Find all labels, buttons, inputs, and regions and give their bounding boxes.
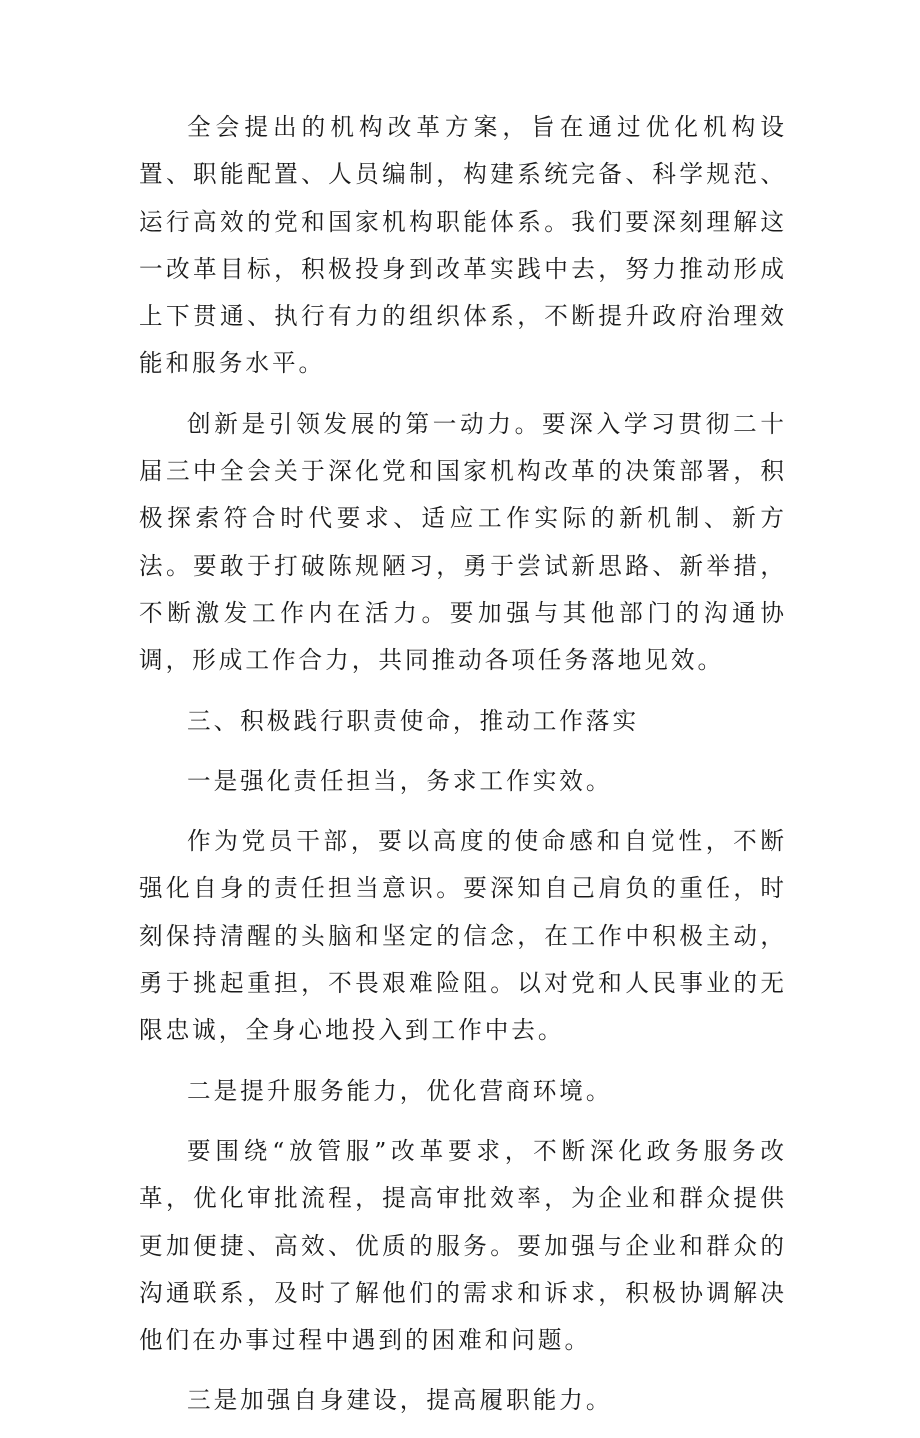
subheading-two: 二是提升服务能力，优化营商环境。 xyxy=(187,1076,613,1105)
paragraph-service: 要围绕“放管服”改革要求，不断深化政务服务改革，优化审批流程，提高审批效率，为企业和群众提供更加便捷、高效、优质的服务。要加强与企业和群众的沟通联系，及时了解他们的需求和诉求，积极协调解决他们在办事过程中遇到的困难和问题。 xyxy=(139,1136,787,1355)
paragraph-reform-plan: 全会提出的机构改革方案，旨在通过优化机构设置、职能配置、人员编制，构建系统完备、科学规范、运行高效的党和国家机构职能体系。我们要深刻理解这一改革目标，积极投身到改革实践中去，努力推动形成上下贯通、执行有力的组织体系，不断提升政府治理效能和服务水平。 xyxy=(139,113,787,378)
document-body xyxy=(139,104,787,1438)
paragraph-responsibility: 作为党员干部，要以高度的使命感和自觉性，不断强化自身的责任担当意识。要深知自己肩负的重任，时刻保持清醒的头脑和坚定的信念，在工作中积极主动，勇于挑起重担，不畏艰难险阻。以对党和人民事业的无限忠诚，全身心地投入到工作中去。 xyxy=(139,827,787,1045)
section-heading-three: 三、积极践行职责使命，推动工作落实 xyxy=(187,706,640,735)
paragraph-innovation: 创新是引领发展的第一动力。要深入学习贯彻二十届三中全会关于深化党和国家机构改革的决策部署，积极探索符合时代要求、适应工作实际的新机制、新方法。要敢于打破陈规陋习，勇于尝试新思路、新举措，不断激发工作内在活力。要加强与其他部门的沟通协调，形成工作合力，共同推动各项任务落地见效。 xyxy=(139,409,787,675)
subheading-three: 三是加强自身建设，提高履职能力。 xyxy=(187,1386,613,1415)
subheading-one: 一是强化责任担当，务求工作实效。 xyxy=(187,766,613,795)
